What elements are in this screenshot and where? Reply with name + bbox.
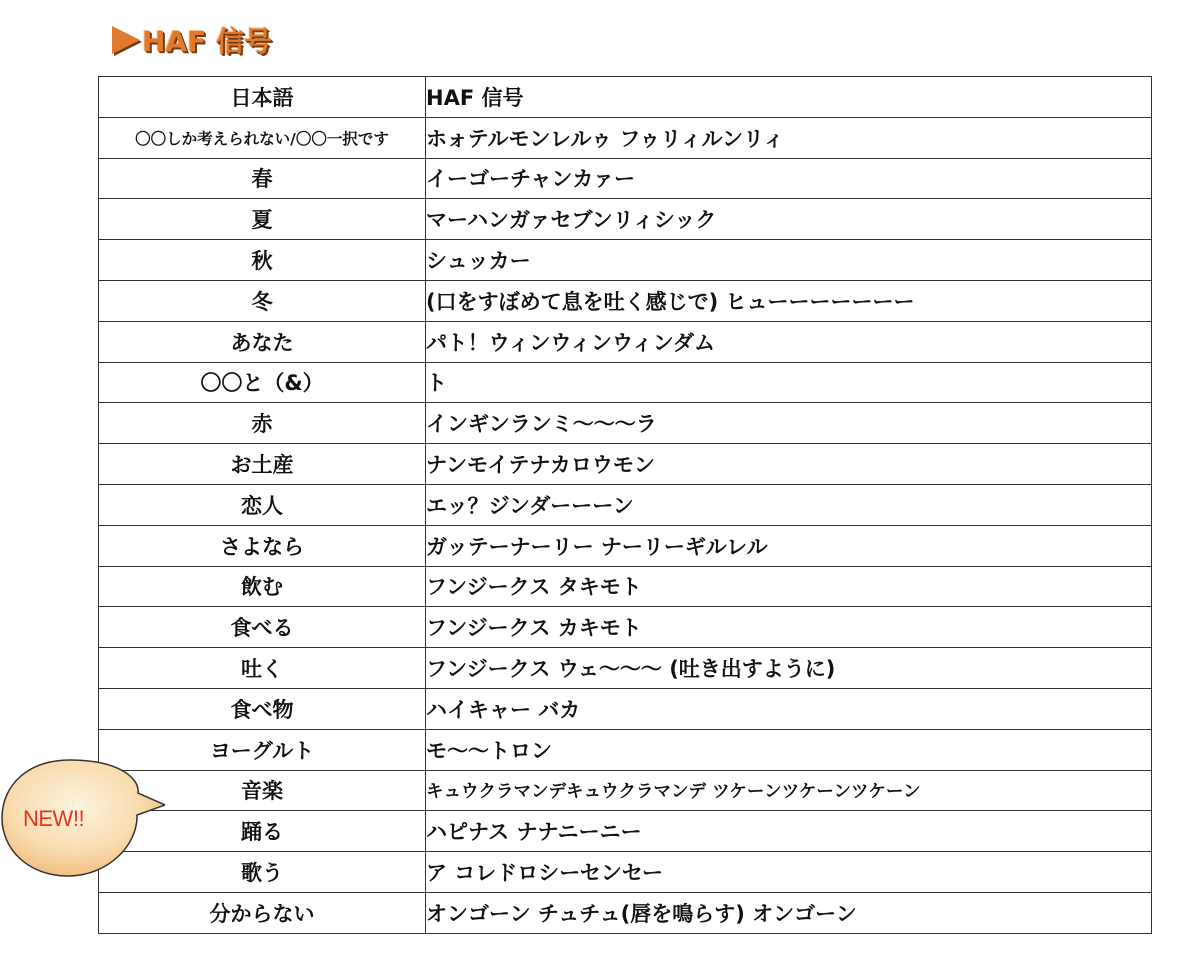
japanese-cell: 〇〇と（&） <box>99 362 426 403</box>
japanese-cell: お土産 <box>99 444 426 485</box>
table-row <box>99 648 1152 689</box>
japanese-cell: 食べ物 <box>99 688 426 729</box>
table-row <box>99 566 1152 607</box>
haf-cell: シュッカー <box>426 240 1152 281</box>
haf-cell: フンジークス ウェ〜〜〜 (吐き出すように) <box>426 648 1152 689</box>
haf-cell: エッ？ジンダーーーン <box>426 484 1152 525</box>
japanese-cell: 踊る <box>99 811 426 852</box>
table-row <box>99 811 1152 852</box>
haf-cell: (口をすぼめて息を吐く感じで) ヒューーーーーーー <box>426 280 1152 321</box>
page-title <box>112 18 272 62</box>
haf-cell: ハイキャー バカ <box>426 688 1152 729</box>
table-row <box>99 280 1152 321</box>
haf-cell: インギンランミ〜〜〜ラ <box>426 403 1152 444</box>
japanese-cell: 音楽 <box>99 770 426 811</box>
table-row <box>99 525 1152 566</box>
japanese-cell: 秋 <box>99 240 426 281</box>
haf-cell: キュウクラマンデキュウクラマンデ ツケーンツケーンツケーン <box>426 770 1152 811</box>
haf-signal-table <box>98 76 1152 934</box>
haf-cell: ガッテーナーリー ナーリーギルレル <box>426 525 1152 566</box>
play-triangle-icon <box>112 26 140 54</box>
table-row <box>99 158 1152 199</box>
table-row <box>99 892 1152 933</box>
haf-cell: ナンモイテナカロウモン <box>426 444 1152 485</box>
haf-cell: ホォテルモンレルゥ フゥリィルンリィ <box>426 117 1152 158</box>
table-row <box>99 240 1152 281</box>
japanese-cell: 飲む <box>99 566 426 607</box>
japanese-cell: 食べる <box>99 607 426 648</box>
haf-cell: マーハンガァセブンリィシック <box>426 199 1152 240</box>
table-row <box>99 444 1152 485</box>
haf-cell: オンゴーン チュチュ(唇を鳴らす) オンゴーン <box>426 892 1152 933</box>
new-badge-text: NEW!! <box>23 806 85 831</box>
table-row <box>99 484 1152 525</box>
haf-cell: パト！ウィンウィンウィンダム <box>426 321 1152 362</box>
japanese-cell: 歌う <box>99 852 426 893</box>
table-row <box>99 362 1152 403</box>
haf-cell: モ〜〜トロン <box>426 729 1152 770</box>
japanese-cell: 〇〇しか考えられない/〇〇一択です <box>99 117 426 158</box>
japanese-cell: 吐く <box>99 648 426 689</box>
table-row <box>99 770 1152 811</box>
haf-cell: イーゴーチャンカァー <box>426 158 1152 199</box>
table-row <box>99 852 1152 893</box>
japanese-cell: 赤 <box>99 403 426 444</box>
header-haf: HAF 信号 <box>426 77 1152 118</box>
haf-cell: フンジークス タキモト <box>426 566 1152 607</box>
header-japanese: 日本語 <box>99 77 426 118</box>
table-row <box>99 688 1152 729</box>
table-row <box>99 199 1152 240</box>
haf-cell: ア コレドロシーセンセー <box>426 852 1152 893</box>
japanese-cell: 夏 <box>99 199 426 240</box>
haf-cell: ト <box>426 362 1152 403</box>
japanese-cell: 冬 <box>99 280 426 321</box>
japanese-cell: ヨーグルト <box>99 729 426 770</box>
table-row <box>99 729 1152 770</box>
haf-cell: ハピナス ナナニーニー <box>426 811 1152 852</box>
table-row <box>99 403 1152 444</box>
japanese-cell: さよなら <box>99 525 426 566</box>
japanese-cell: 春 <box>99 158 426 199</box>
title-text: HAF 信号 <box>142 25 272 58</box>
table-row <box>99 321 1152 362</box>
japanese-cell: 分からない <box>99 892 426 933</box>
japanese-cell: あなた <box>99 321 426 362</box>
table-row <box>99 117 1152 158</box>
table-header-row <box>99 77 1152 118</box>
japanese-cell: 恋人 <box>99 484 426 525</box>
haf-cell: フンジークス カキモト <box>426 607 1152 648</box>
table-row <box>99 607 1152 648</box>
